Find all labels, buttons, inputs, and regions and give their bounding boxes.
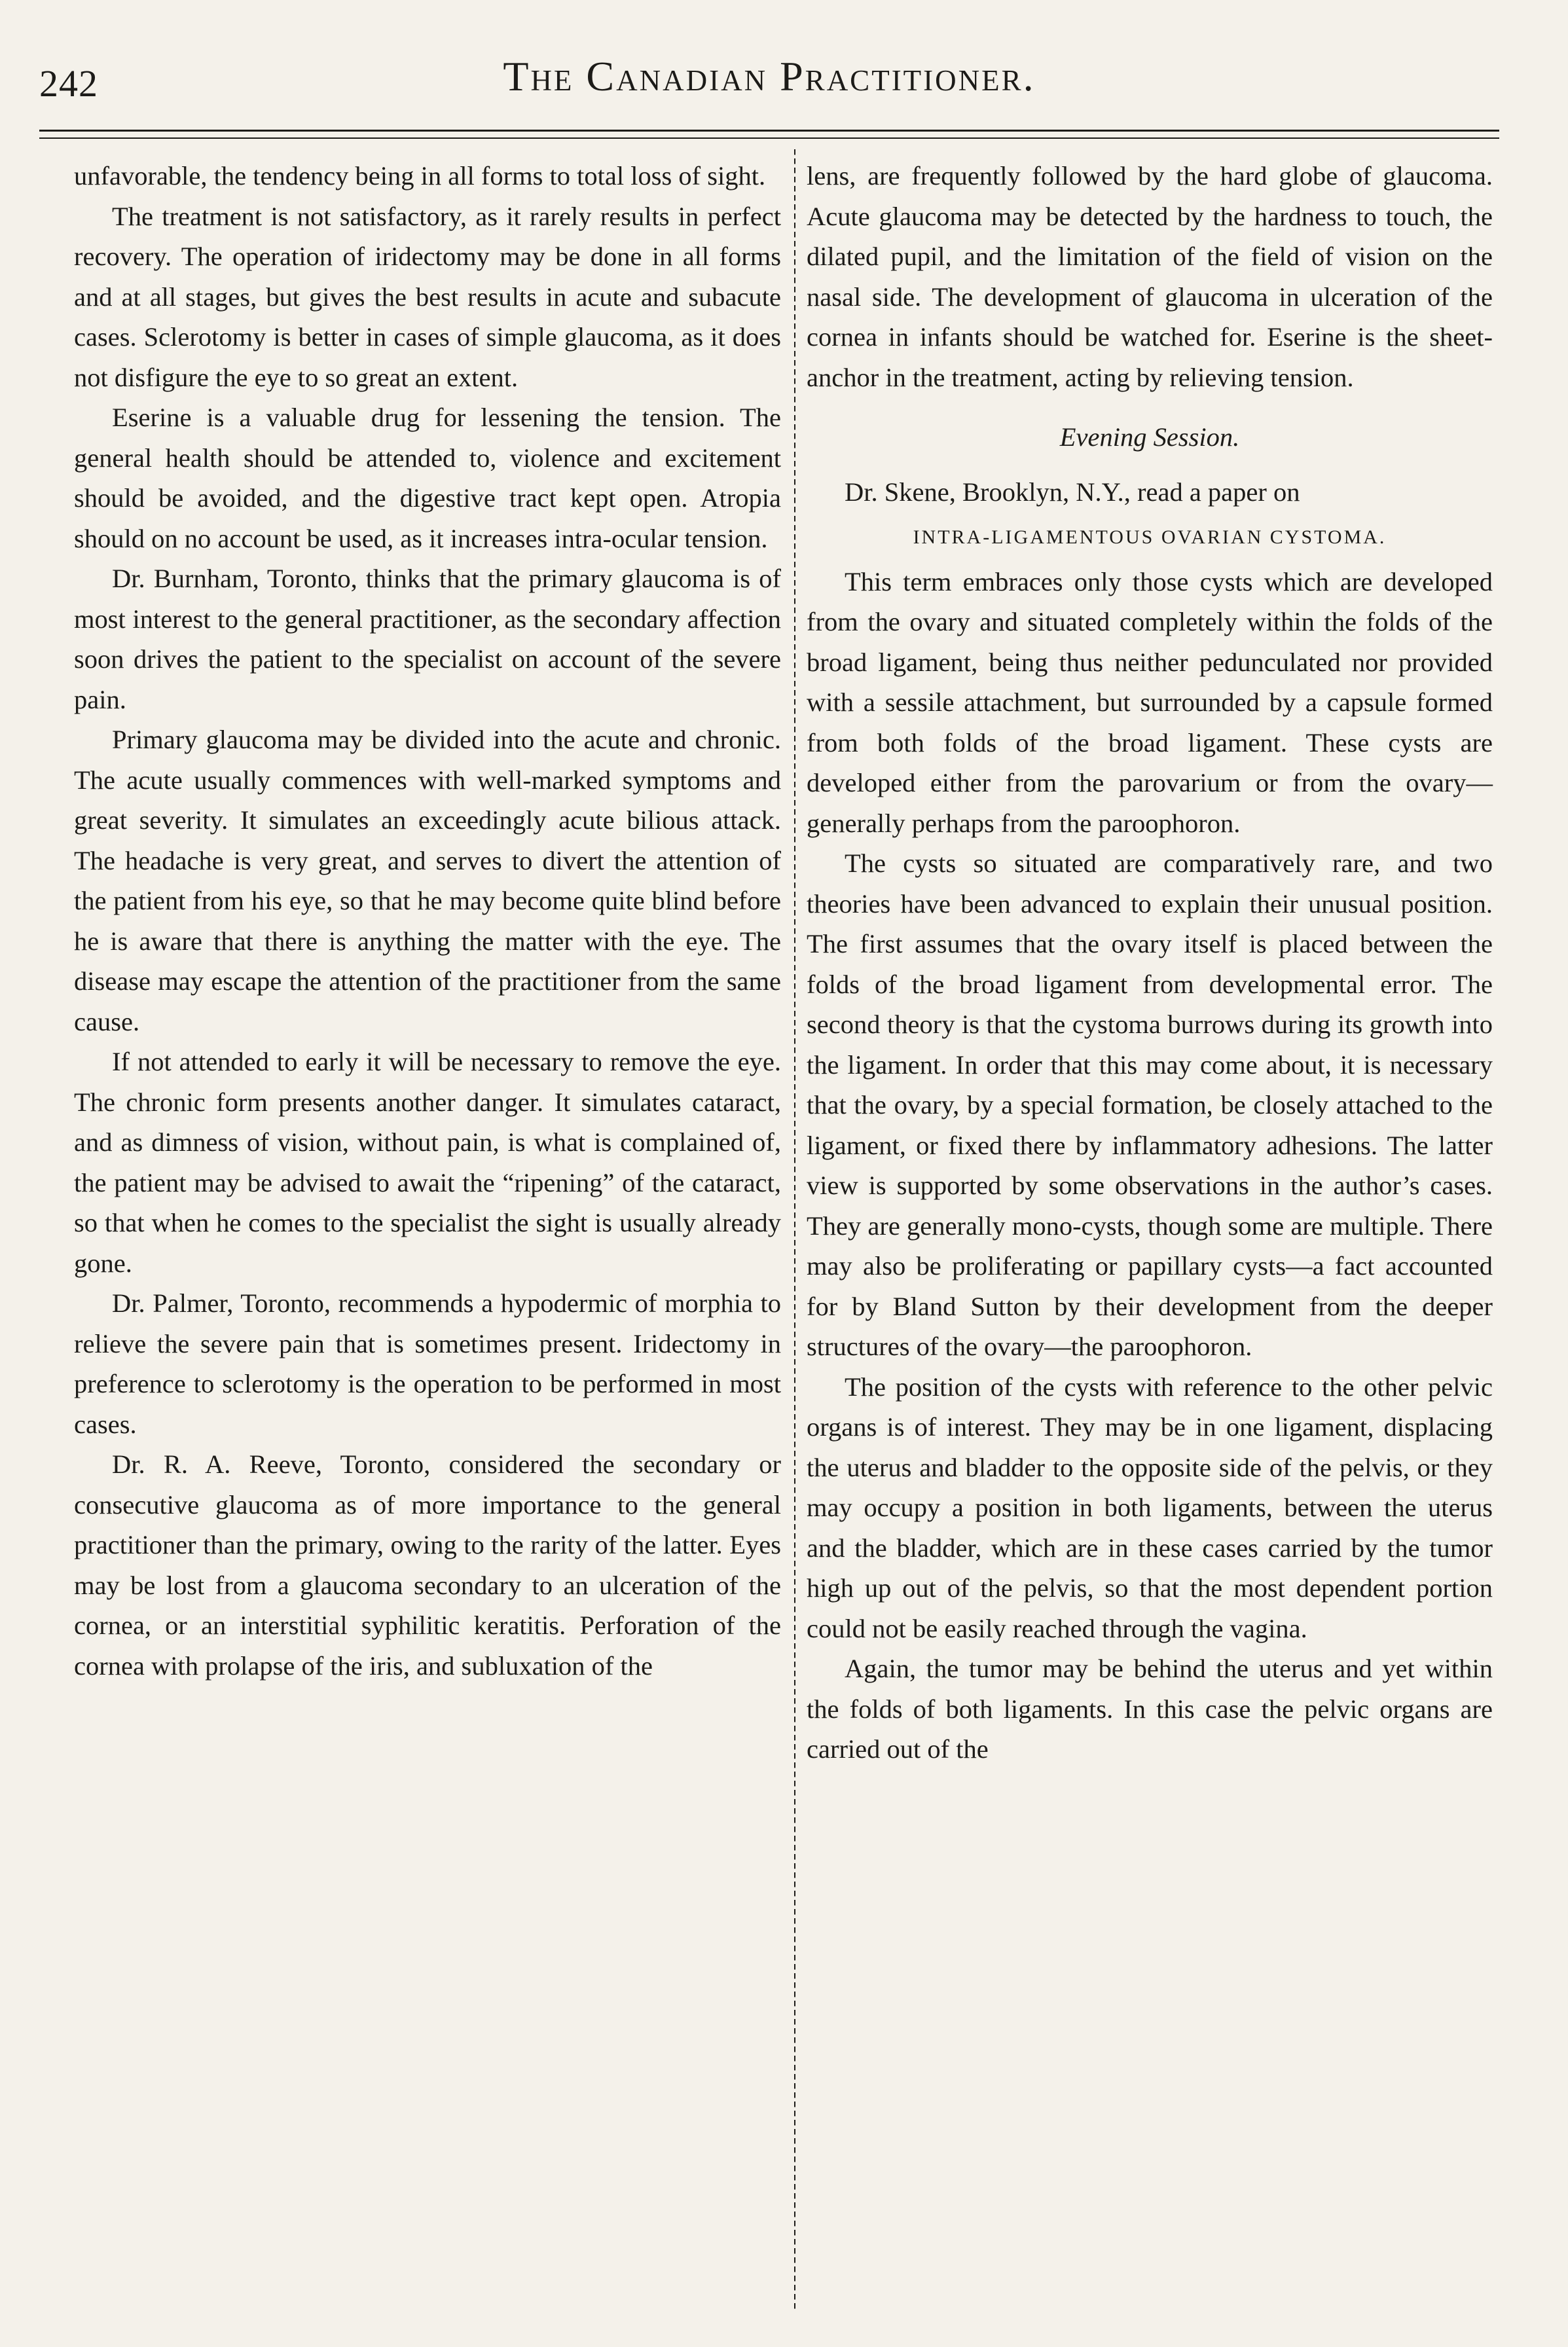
- paragraph: The cysts so situated are comparatively rare, and two theories have been advanced to explain their unusual position. The first assumes that the ovary itself is placed between the folds of the broad ligament from developmental error. The second theory is that the cystoma burrows during its growth into the ligament. In order that this may come about, it is necessary that the ovary, by a special formation, be closely attached to the ligament, or fixed there by inflammatory adhesions. The latter view is supported by some observations in the author’s cases. They are generally mono-cysts, though some are multiple. There may also be proliferating or papillary cysts—a fact accounted for by Bland Sutton by their development from the deeper structures of the ovary—the paroophoron.: [807, 848, 1493, 1361]
- column-divider: [794, 149, 795, 2310]
- paragraph: Dr. R. A. Reeve, Toronto, considered the secondary or consecutive glaucoma as of more importance to the general practitioner than the primary, owing to the rarity of the latter. Eyes may be lost from a glaucoma secondary to an ulceration of the cornea, or an interstitial syphilitic keratitis. Perforation of the cornea with prolapse of the iris, and subluxation of the: [74, 1449, 781, 1681]
- header-rule-bottom: [39, 137, 1499, 139]
- paragraph: The position of the cysts with reference to the other pelvic organs is of interest. They may be in one ligament, displacing the uterus and bladder to the opposite side of the pelvis, or they may occupy a position in both ligaments, between the uterus and the bladder, which are in these cases carried by the tumor high up out of the pelvis, so that the most dependent portion could not be easily reached through the vagina.: [807, 1372, 1493, 1643]
- paragraph: unfavorable, the tendency being in all forms to total loss of sight.: [74, 161, 766, 191]
- running-head: The Canadian Practitioner.: [503, 53, 1036, 100]
- paragraph: Eserine is a valuable drug for lessening the tension. The general health should be attended to, violence and excitement should be avoided, and the digestive tract kept open. Atropia should on no account be used, as it increases intra-ocular tension.: [74, 403, 781, 553]
- paragraph: lens, are frequently followed by the hard globe of glaucoma. Acute glaucoma may be detected by the hardness to touch, the dilated pupil, and the limitation of the field of vision on the nasal side. The development of glaucoma in ulceration of the cornea in infants should be watched for. Eserine is the sheet-anchor in the treatment, acting by relieving tension.: [807, 161, 1493, 392]
- header-rule-top: [39, 130, 1499, 132]
- paragraph: Again, the tumor may be behind the uterus and yet within the folds of both ligaments. In this case the pelvic organs are carried out of the: [807, 1654, 1493, 1764]
- paragraph: This term embraces only those cysts which are developed from the ovary and situated completely within the folds of the broad ligament, being thus neither pedunculated nor provided with a sessile attachment, but surrounded by a capsule formed from both folds of the broad ligament. These cysts are developed either from the parovarium or from the ovary—generally perhaps from the paroophoron.: [807, 566, 1493, 838]
- left-column: [74, 156, 781, 1686]
- paragraph: Dr. Burnham, Toronto, thinks that the primary glaucoma is of most interest to the general practitioner, as the secondary affection soon drives the patient to the specialist on account of the severe pain.: [74, 564, 781, 714]
- paragraph: Primary glaucoma may be divided into the acute and chronic. The acute usually commences with well-marked symptoms and great severity. It simulates an exceedingly acute bilious attack. The headache is very great, and serves to divert the attention of the patient from his eye, so that he may become quite blind before he is aware that there is anything the matter with the eye. The disease may escape the attention of the practitioner from the same cause.: [74, 725, 781, 1036]
- section-heading: Evening Session.: [1059, 422, 1240, 452]
- page-header: [39, 52, 1499, 124]
- paragraph: Dr. Palmer, Toronto, recommends a hypodermic of morphia to relieve the severe pain that is sometimes present. Iridectomy in preference to sclerotomy is the operation to be performed in most cases.: [74, 1288, 781, 1439]
- paragraph: If not attended to early it will be necessary to remove the eye. The chronic form presents another danger. It simulates cataract, and as dimness of vision, without pain, is what is complained of, the patient may be advised to await the “ripening” of the cataract, so that when he comes to the specialist the sight is usually already gone.: [74, 1047, 781, 1278]
- paragraph: The treatment is not satisfactory, as it rarely results in perfect recovery. The operation of iridectomy may be done in all forms and at all stages, but gives the best results in acute and subacute cases. Sclerotomy is better in cases of simple glaucoma, as it does not disfigure the eye to so great an extent.: [74, 201, 781, 392]
- right-column: [807, 156, 1493, 1770]
- page-number: 242: [39, 62, 98, 105]
- article-title: INTRA-LIGAMENTOUS OVARIAN CYSTOMA.: [913, 526, 1387, 548]
- paragraph: Dr. Skene, Brooklyn, N.Y., read a paper on: [845, 477, 1300, 507]
